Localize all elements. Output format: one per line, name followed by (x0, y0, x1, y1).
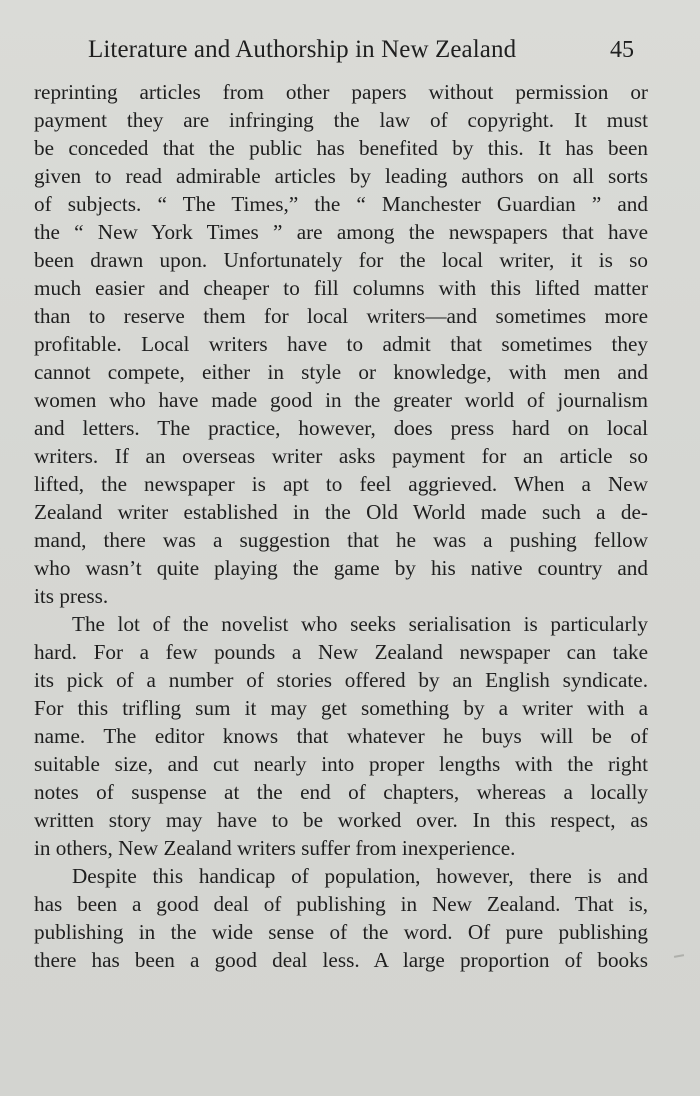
text-line: writers. If an overseas writer asks payment for an article so (34, 444, 648, 468)
text-line: written story may have to be worked over. In this respect, as (34, 808, 648, 832)
text-line: hard. For a few pounds a New Zealand newspaper can take (34, 640, 648, 664)
text-line: women who have made good in the greater world of journalism (34, 388, 648, 412)
text-line: name. The editor knows that whatever he buys will be of (34, 724, 648, 748)
text-line: has been a good deal of publishing in New Zealand. That is, (34, 892, 648, 916)
text-line: who wasn’t quite playing the game by his native country and (34, 556, 648, 580)
text-line: much easier and cheaper to fill columns with this lifted matter (34, 276, 648, 300)
running-header (88, 34, 634, 66)
text-line: its press. (34, 584, 109, 608)
text-line: be conceded that the public has benefited by this. It has been (34, 136, 648, 160)
text-line: than to reserve them for local writers—and sometimes more (34, 304, 648, 328)
text-line: there has been a good deal less. A large proportion of books (34, 948, 648, 972)
text-line: its pick of a number of stories offered by an English syndicate. (34, 668, 648, 692)
text-line: The lot of the novelist who seeks serialisation is particularly (72, 612, 648, 636)
text-line: of subjects. “ The Times,” the “ Manchester Guardian ” and (34, 192, 648, 216)
text-line: Zealand writer established in the Old World made such a de- (34, 500, 648, 524)
text-line: in others, New Zealand writers suffer from inexperience. (34, 836, 516, 860)
text-line: lifted, the newspaper is apt to feel aggrieved. When a New (34, 472, 648, 496)
page-number: 45 (610, 37, 634, 63)
body-text (34, 78, 648, 974)
text-line: suitable size, and cut nearly into proper lengths with the right (34, 752, 648, 776)
text-line: profitable. Local writers have to admit that sometimes they (34, 332, 648, 356)
text-line: notes of suspense at the end of chapters, whereas a locally (34, 780, 648, 804)
text-line: Despite this handicap of population, however, there is and (72, 864, 648, 888)
text-line: mand, there was a suggestion that he was a pushing fellow (34, 528, 648, 552)
margin-mark (674, 954, 684, 958)
text-line: cannot compete, either in style or knowledge, with men and (34, 360, 648, 384)
text-line: given to read admirable articles by leading authors on all sorts (34, 164, 648, 188)
text-line: been drawn upon. Unfortunately for the local writer, it is so (34, 248, 648, 272)
text-line: publishing in the wide sense of the word. Of pure publishing (34, 920, 648, 944)
text-line: For this trifling sum it may get something by a writer with a (34, 696, 648, 720)
text-line: the “ New York Times ” are among the newspapers that have (34, 220, 648, 244)
text-line: reprinting articles from other papers without permission or (34, 80, 648, 104)
page-title: Literature and Authorship in New Zealand (88, 36, 517, 63)
text-line: payment they are infringing the law of copyright. It must (34, 108, 648, 132)
text-line: and letters. The practice, however, does press hard on local (34, 416, 648, 440)
